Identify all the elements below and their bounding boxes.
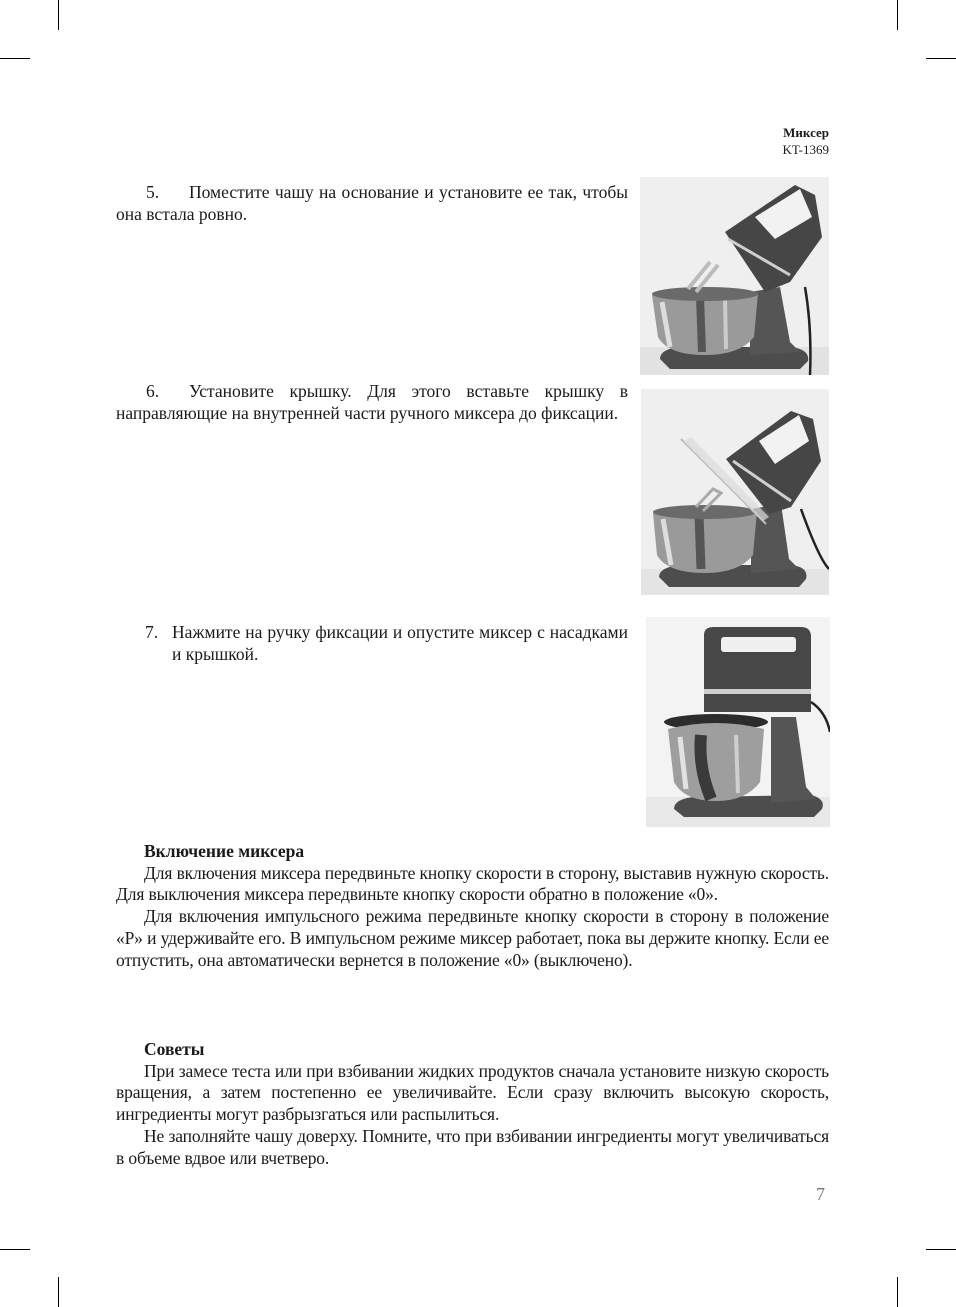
step-text: Нажмите на ручку фиксации и опустите миксер с насадками и крышкой. bbox=[172, 622, 628, 664]
page-number: 7 bbox=[816, 1184, 825, 1204]
paragraph: Для включения импульсного режима передвиньте кнопку скорости в сторону в положение «P» и удерживайте его. В импульсном режиме миксер работает, пока вы держите кнопку. Если ее отпустить, она автоматически вернется в положение «0» (выключено). bbox=[116, 906, 829, 970]
crop-mark bbox=[926, 1249, 956, 1250]
step-5 bbox=[116, 182, 628, 225]
step-text: Поместите чашу на основание и установите ее так, чтобы она встала ровно. bbox=[116, 182, 628, 224]
mixer-lowered-with-lid-photo bbox=[646, 617, 830, 827]
paragraph: Для включения миксера передвиньте кнопку скорости в сторону, выставив нужную скорость. Для выключения миксера передвиньте кнопку скорости обратно в положение «0». bbox=[116, 862, 829, 905]
step-number: 6. bbox=[146, 381, 160, 401]
step-6 bbox=[116, 381, 628, 424]
crop-mark bbox=[926, 58, 956, 59]
paragraph: Не заполняйте чашу доверху. Помните, что при взбивании ингредиенты могут увеличиваться в объеме вдвое или вчетверо. bbox=[116, 1125, 829, 1168]
crop-mark bbox=[58, 1277, 59, 1307]
section-heading: Советы bbox=[144, 1039, 205, 1059]
step-number: 7. bbox=[145, 622, 159, 642]
page-header bbox=[783, 124, 829, 158]
paragraph: При замесе теста или при взбивании жидких продуктов сначала установите низкую скорость вращения, а затем постепенно ее увеличивайте. Если сразу включить высокую скорость, ингредиенты могут разбрызгаться или распылиться. bbox=[116, 1060, 829, 1125]
section-turning-on bbox=[116, 841, 829, 971]
mixer-head-tilted-with-lid-photo bbox=[641, 389, 829, 595]
section-heading: Включение миксера bbox=[144, 841, 305, 861]
crop-mark bbox=[897, 1277, 898, 1307]
step-number: 5. bbox=[146, 182, 160, 202]
product-title: Миксер bbox=[783, 125, 829, 140]
crop-mark bbox=[0, 58, 30, 59]
product-model: KT-1369 bbox=[782, 142, 829, 157]
crop-mark bbox=[0, 1249, 30, 1250]
crop-mark bbox=[897, 0, 898, 30]
step-text: Установите крышку. Для этого вставьте крышку в направляющие на внутренней части ручного миксера до фиксации. bbox=[116, 381, 628, 423]
mixer-head-tilted-with-bowl-photo bbox=[640, 177, 829, 375]
step-7 bbox=[145, 622, 628, 665]
crop-mark bbox=[58, 0, 59, 30]
section-tips bbox=[116, 1039, 829, 1169]
